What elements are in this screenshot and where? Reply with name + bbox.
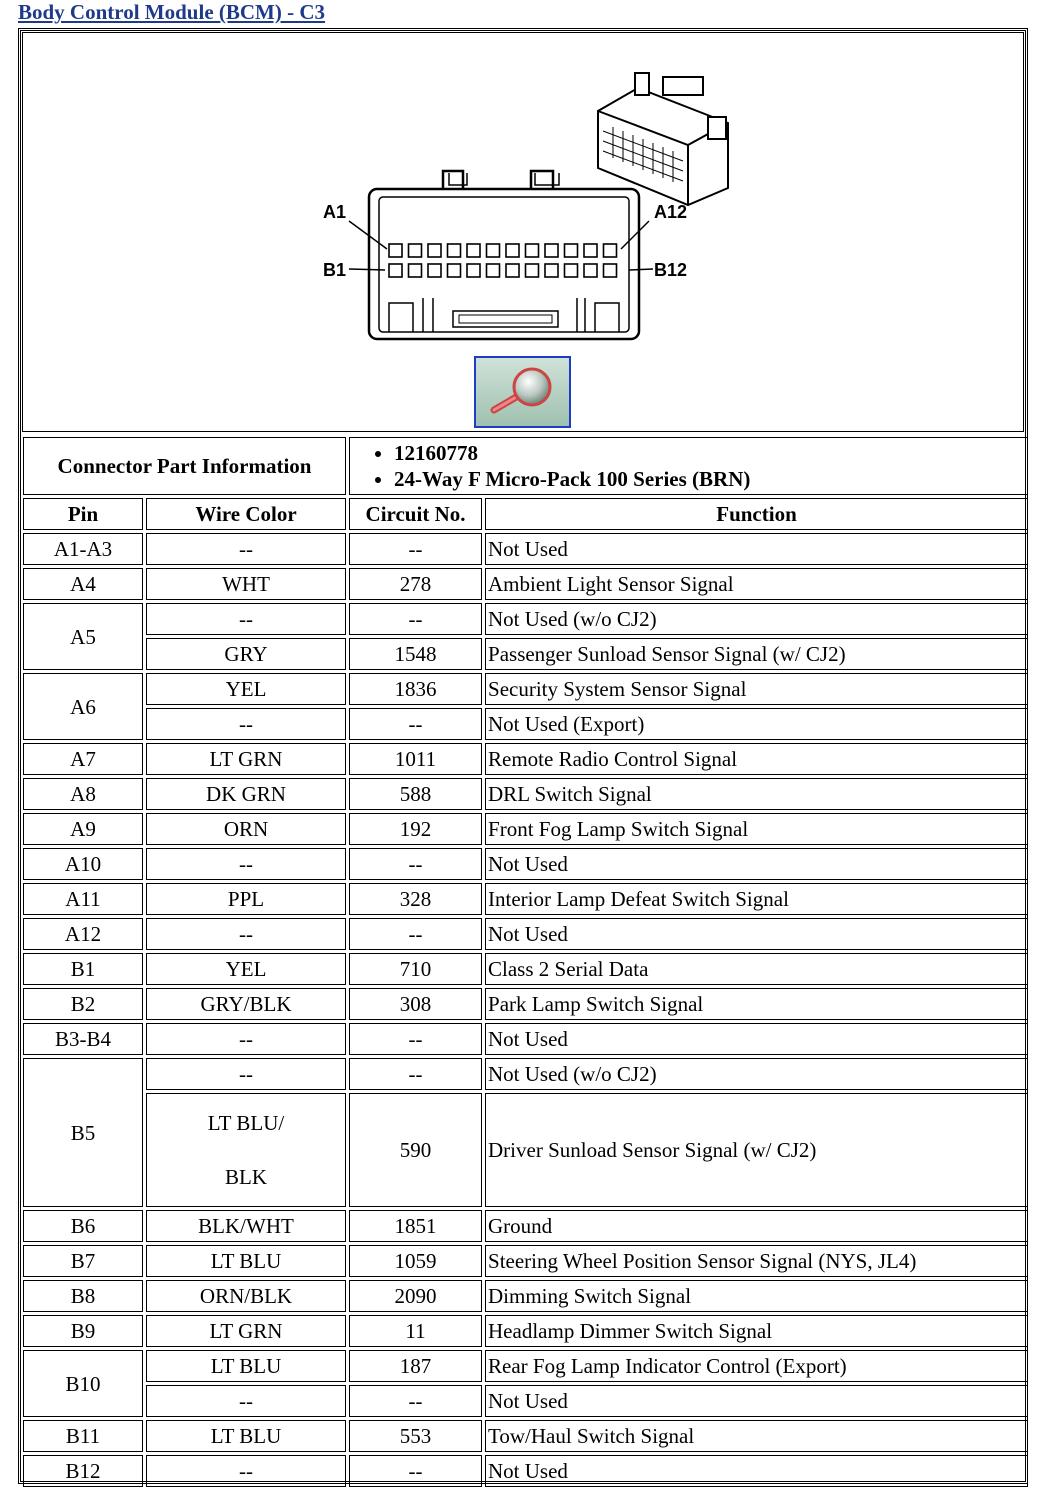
function-cell: Tow/Haul Switch Signal bbox=[485, 1420, 1028, 1452]
pin-cell: B8 bbox=[23, 1280, 143, 1312]
function-cell: Not Used bbox=[485, 1455, 1028, 1487]
part-info-list bbox=[349, 437, 1028, 495]
function-cell: Ground bbox=[485, 1210, 1028, 1242]
circuit-cell: -- bbox=[349, 848, 482, 880]
function-cell: Class 2 Serial Data bbox=[485, 953, 1028, 985]
function-cell: DRL Switch Signal bbox=[485, 778, 1028, 810]
table-row bbox=[23, 778, 1028, 810]
pin-cavity-a bbox=[584, 244, 597, 257]
circuit-cell: 1851 bbox=[349, 1210, 482, 1242]
table-row bbox=[23, 568, 1028, 600]
pin-cavity-a bbox=[604, 244, 617, 257]
page-title[interactable]: Body Control Module (BCM) - C3 bbox=[18, 0, 326, 24]
circuit-cell: 308 bbox=[349, 988, 482, 1020]
wire-color-cell: LT BLU/ BLK bbox=[146, 1093, 346, 1207]
table-row bbox=[23, 813, 1028, 845]
pin-cell: B7 bbox=[23, 1245, 143, 1277]
circuit-cell: 1836 bbox=[349, 673, 482, 705]
table-row bbox=[23, 743, 1028, 775]
circuit-cell: 278 bbox=[349, 568, 482, 600]
pin-cell: A5 bbox=[23, 603, 143, 670]
function-cell: Not Used bbox=[485, 1385, 1028, 1417]
pin-cell: B9 bbox=[23, 1315, 143, 1347]
wire-color-cell: LT BLU bbox=[146, 1420, 346, 1452]
pin-cavity-a bbox=[389, 244, 402, 257]
pin-cavity-b bbox=[584, 264, 597, 277]
pin-cell: A1-A3 bbox=[23, 533, 143, 565]
table-row bbox=[23, 603, 1028, 635]
function-cell: Park Lamp Switch Signal bbox=[485, 988, 1028, 1020]
function-cell: Remote Radio Control Signal bbox=[485, 743, 1028, 775]
circuit-cell: 187 bbox=[349, 1350, 482, 1382]
pin-cell: A10 bbox=[23, 848, 143, 880]
pin-cavity-a bbox=[545, 244, 558, 257]
table-row bbox=[23, 533, 1028, 565]
circuit-cell: -- bbox=[349, 1058, 482, 1090]
table-row bbox=[23, 918, 1028, 950]
pin-cavity-b bbox=[448, 264, 461, 277]
wire-color-cell: GRY/BLK bbox=[146, 988, 346, 1020]
pin-cavity-a bbox=[409, 244, 422, 257]
function-cell: Driver Sunload Sensor Signal (w/ CJ2) bbox=[485, 1093, 1028, 1207]
pin-cell: B10 bbox=[23, 1350, 143, 1417]
table-row bbox=[23, 1058, 1028, 1090]
circuit-cell: 710 bbox=[349, 953, 482, 985]
pin-label-a12: A12 bbox=[654, 202, 688, 222]
table-row bbox=[23, 673, 1028, 705]
part-info-row bbox=[23, 437, 1028, 495]
function-cell: Not Used (w/o CJ2) bbox=[485, 603, 1028, 635]
pin-row-b bbox=[389, 264, 617, 277]
function-cell: Not Used bbox=[485, 918, 1028, 950]
circuit-cell: -- bbox=[349, 918, 482, 950]
table-row bbox=[23, 1280, 1028, 1312]
pin-label-b1: B1 bbox=[323, 260, 347, 280]
circuit-cell: 192 bbox=[349, 813, 482, 845]
function-cell: Steering Wheel Position Sensor Signal (NYS, JL4) bbox=[485, 1245, 1028, 1277]
pin-cavity-a bbox=[506, 244, 519, 257]
wire-color-cell: WHT bbox=[146, 568, 346, 600]
pin-cell: A12 bbox=[23, 918, 143, 950]
pin-cell: A9 bbox=[23, 813, 143, 845]
wire-color-cell: LT BLU bbox=[146, 1350, 346, 1382]
header-pin: Pin bbox=[23, 498, 143, 530]
pin-cell: B2 bbox=[23, 988, 143, 1020]
function-cell: Ambient Light Sensor Signal bbox=[485, 568, 1028, 600]
function-cell: Not Used (w/o CJ2) bbox=[485, 1058, 1028, 1090]
wire-color-cell: -- bbox=[146, 533, 346, 565]
pin-cavity-b bbox=[487, 264, 500, 277]
pin-cavity-a bbox=[428, 244, 441, 257]
table-row bbox=[23, 1455, 1028, 1487]
table-row bbox=[23, 848, 1028, 880]
pin-cavity-b bbox=[409, 264, 422, 277]
pin-cavity-b bbox=[545, 264, 558, 277]
circuit-cell: -- bbox=[349, 1455, 482, 1487]
pin-cavity-b bbox=[526, 264, 539, 277]
wire-color-cell: GRY bbox=[146, 638, 346, 670]
wire-color-cell: YEL bbox=[146, 953, 346, 985]
magnifier-button[interactable] bbox=[474, 356, 571, 428]
table-row bbox=[23, 988, 1028, 1020]
pin-cavity-b bbox=[604, 264, 617, 277]
pin-cell: A8 bbox=[23, 778, 143, 810]
part-description: • 24-Way F Micro-Pack 100 Series (BRN) bbox=[394, 466, 1023, 492]
pin-cell: A6 bbox=[23, 673, 143, 740]
part-info-label: Connector Part Information bbox=[23, 437, 346, 495]
wire-color-cell: -- bbox=[146, 848, 346, 880]
function-cell: Not Used bbox=[485, 1023, 1028, 1055]
pin-cell: A11 bbox=[23, 883, 143, 915]
pin-cavity-b bbox=[389, 264, 402, 277]
circuit-cell: 590 bbox=[349, 1093, 482, 1207]
circuit-cell: -- bbox=[349, 1023, 482, 1055]
circuit-cell: 11 bbox=[349, 1315, 482, 1347]
table-row bbox=[23, 883, 1028, 915]
pin-cell: B5 bbox=[23, 1058, 143, 1207]
table-row bbox=[23, 1350, 1028, 1382]
circuit-cell: -- bbox=[349, 533, 482, 565]
pinout-table bbox=[20, 434, 1031, 1490]
circuit-cell: 1011 bbox=[349, 743, 482, 775]
function-cell: Not Used bbox=[485, 533, 1028, 565]
connector-3d-sketch bbox=[598, 73, 728, 205]
wire-color-cell: -- bbox=[146, 1455, 346, 1487]
header-function: Function bbox=[485, 498, 1028, 530]
table-row bbox=[23, 1023, 1028, 1055]
pin-cavity-a bbox=[565, 244, 578, 257]
wire-color-cell: DK GRN bbox=[146, 778, 346, 810]
table-row bbox=[23, 1245, 1028, 1277]
pin-cavity-a bbox=[526, 244, 539, 257]
wire-color-cell: -- bbox=[146, 708, 346, 740]
table-row bbox=[23, 638, 1028, 670]
circuit-cell: 1059 bbox=[349, 1245, 482, 1277]
function-cell: Passenger Sunload Sensor Signal (w/ CJ2) bbox=[485, 638, 1028, 670]
header-row bbox=[23, 498, 1028, 530]
table-row bbox=[23, 1210, 1028, 1242]
function-cell: Dimming Switch Signal bbox=[485, 1280, 1028, 1312]
table-row bbox=[23, 708, 1028, 740]
function-cell: Not Used (Export) bbox=[485, 708, 1028, 740]
pin-cell: A7 bbox=[23, 743, 143, 775]
pin-cavity-a bbox=[448, 244, 461, 257]
wire-color-cell: ORN bbox=[146, 813, 346, 845]
pin-cell: B12 bbox=[23, 1455, 143, 1487]
circuit-cell: 1548 bbox=[349, 638, 482, 670]
table-row bbox=[23, 1385, 1028, 1417]
wire-color-cell: LT GRN bbox=[146, 1315, 346, 1347]
wire-color-cell: -- bbox=[146, 918, 346, 950]
part-number: • 12160778 bbox=[394, 440, 1023, 466]
pin-cavity-b bbox=[506, 264, 519, 277]
circuit-cell: -- bbox=[349, 708, 482, 740]
table-row bbox=[23, 1315, 1028, 1347]
pin-cell: B1 bbox=[23, 953, 143, 985]
function-cell: Headlamp Dimmer Switch Signal bbox=[485, 1315, 1028, 1347]
wire-color-cell: YEL bbox=[146, 673, 346, 705]
wire-color-cell: -- bbox=[146, 1385, 346, 1417]
pin-cell: B3-B4 bbox=[23, 1023, 143, 1055]
header-wire-color: Wire Color bbox=[146, 498, 346, 530]
pin-cell: B6 bbox=[23, 1210, 143, 1242]
wire-color-cell: -- bbox=[146, 603, 346, 635]
pin-cavity-b bbox=[467, 264, 480, 277]
table-row bbox=[23, 953, 1028, 985]
pin-cavity-b bbox=[565, 264, 578, 277]
pin-cavity-b bbox=[428, 264, 441, 277]
function-cell: Rear Fog Lamp Indicator Control (Export) bbox=[485, 1350, 1028, 1382]
circuit-cell: 588 bbox=[349, 778, 482, 810]
magnifier-icon bbox=[476, 358, 569, 426]
wire-color-cell: LT GRN bbox=[146, 743, 346, 775]
pin-cavity-a bbox=[487, 244, 500, 257]
table-row bbox=[23, 1420, 1028, 1452]
pin-cavity-a bbox=[467, 244, 480, 257]
pin-cell: A4 bbox=[23, 568, 143, 600]
circuit-cell: 328 bbox=[349, 883, 482, 915]
wire-color-cell: BLK/WHT bbox=[146, 1210, 346, 1242]
wire-color-cell: -- bbox=[146, 1058, 346, 1090]
wire-color-cell: ORN/BLK bbox=[146, 1280, 346, 1312]
wire-color-cell: LT BLU bbox=[146, 1245, 346, 1277]
function-cell: Not Used bbox=[485, 848, 1028, 880]
table-row bbox=[23, 1093, 1028, 1207]
function-cell: Security System Sensor Signal bbox=[485, 673, 1028, 705]
wire-color-cell: PPL bbox=[146, 883, 346, 915]
pin-row-a bbox=[389, 244, 617, 257]
function-cell: Front Fog Lamp Switch Signal bbox=[485, 813, 1028, 845]
pin-label-b12: B12 bbox=[654, 260, 688, 280]
pin-label-a1: A1 bbox=[323, 202, 347, 222]
pin-cell: B11 bbox=[23, 1420, 143, 1452]
circuit-cell: -- bbox=[349, 603, 482, 635]
function-cell: Interior Lamp Defeat Switch Signal bbox=[485, 883, 1028, 915]
header-circuit: Circuit No. bbox=[349, 498, 482, 530]
wire-color-cell: -- bbox=[146, 1023, 346, 1055]
circuit-cell: -- bbox=[349, 1385, 482, 1417]
circuit-cell: 553 bbox=[349, 1420, 482, 1452]
circuit-cell: 2090 bbox=[349, 1280, 482, 1312]
